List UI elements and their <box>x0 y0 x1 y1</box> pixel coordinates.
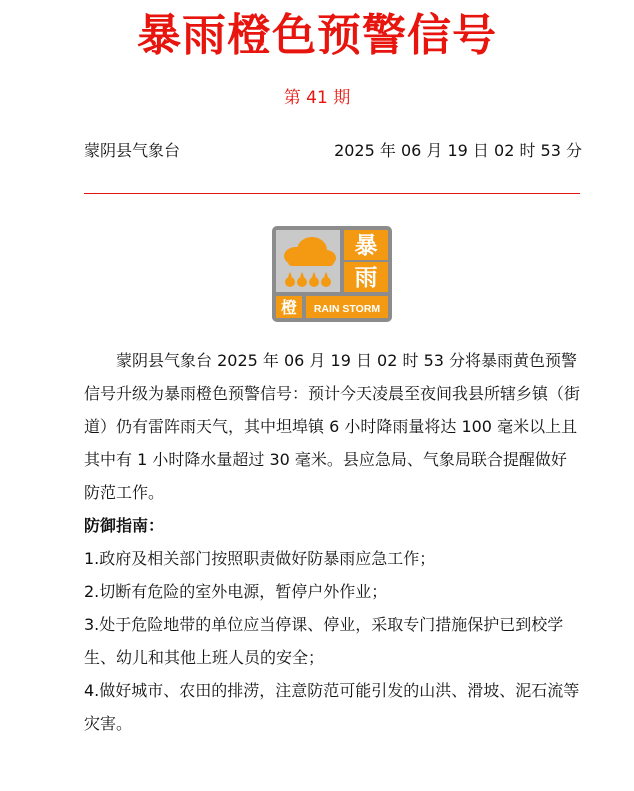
guide-item-4: 4.做好城市、农田的排涝，注意防范可能引发的山洪、滑坡、泥石流等灾害。 <box>84 681 580 733</box>
issue-datetime: 2025 年 06 月 19 日 02 时 53 分 <box>334 141 582 160</box>
page-title: 暴雨橙色预警信号 <box>137 10 497 61</box>
guide-item-1: 1.政府及相关部门按照职责做好防暴雨应急工作； <box>84 549 436 568</box>
warning-paragraph: 蒙阴县气象台 2025 年 06 月 19 日 02 时 53 分将暴雨黄色预警信号升级为暴雨橙色预警信号：预计今天凌晨至夜间我县所辖乡镇（街道）仍有雷阵雨天气，其中坦埠镇 6 小时降雨量将达 100 毫米以上且其中有 1 小时降水量超过 30 毫米。县应急局、气象局联合提醒做好防范工作。 <box>84 351 581 502</box>
signal-char-bottom: 雨 <box>354 265 378 291</box>
signal-level-char: 橙 <box>280 298 298 317</box>
guide-heading: 防御指南： <box>84 516 165 535</box>
rainstorm-orange-signal-icon <box>272 226 392 322</box>
issuer-name: 蒙阴县气象台 <box>84 141 181 160</box>
guide-item-2: 2.切断有危险的室外电源，暂停户外作业； <box>84 582 388 601</box>
issue-number: 第 41 期 <box>283 88 351 108</box>
header-divider <box>84 193 580 194</box>
signal-char-top: 暴 <box>354 233 378 259</box>
signal-label: RAIN STORM <box>313 303 381 315</box>
warning-body <box>84 344 582 740</box>
guide-item-3: 3.处于危险地带的单位应当停课、停业，采取专门措施保护已到校学生、幼儿和其他上班人员的安全； <box>84 615 564 667</box>
